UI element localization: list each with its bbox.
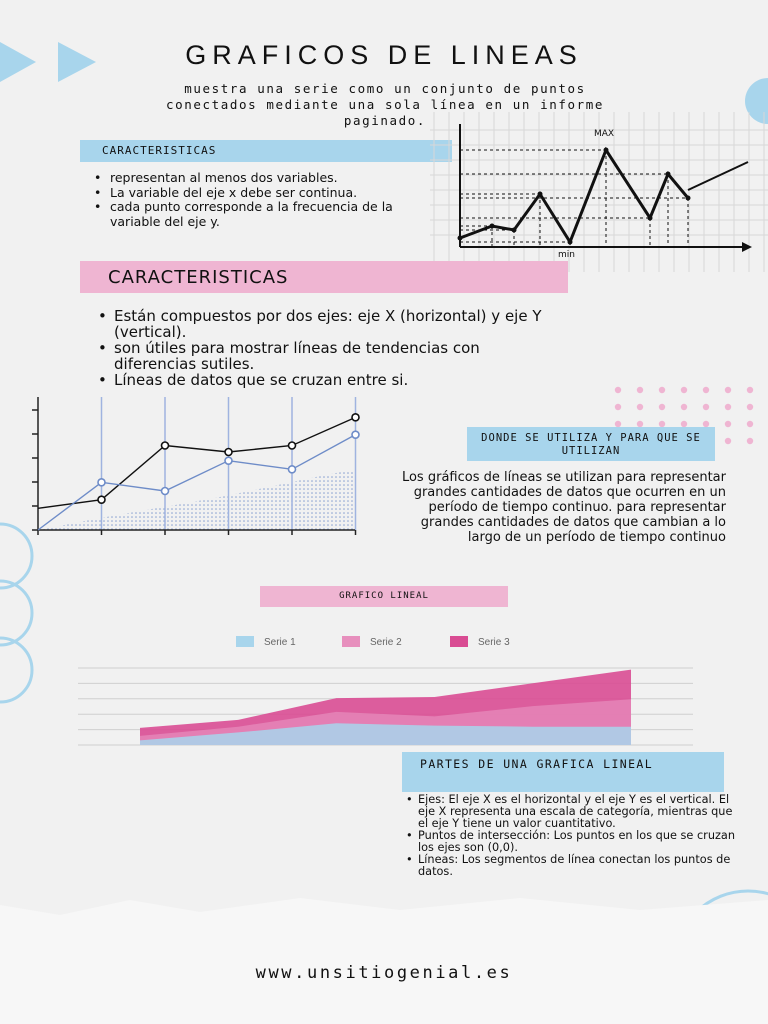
list-item: • representan al menos dos variables. — [92, 171, 442, 186]
grafico-lineal-header — [260, 586, 508, 607]
page-subtitle: muestra una serie como un conjunto de puntos conectados mediante una sola línea en un informe paginado. — [165, 81, 605, 128]
section2-list — [96, 308, 566, 388]
area-chart — [78, 628, 698, 752]
chart-point — [225, 457, 232, 464]
list-item: • Líneas: Los segmentos de línea conectan los puntos de datos. — [404, 854, 744, 878]
sketch-arrow-icon — [742, 242, 752, 252]
donde-text: Los gráficos de líneas se utilizan para representar grandes cantidades de datos que ocurren en un período de tiempo continuo. para representar grandes cantidades de datos que cambian a lo largo de un período de tiempo continuo — [401, 470, 726, 545]
sketch-line-chart — [430, 112, 768, 272]
partes-heading: PARTES DE UNA GRAFICA LINEAL — [420, 757, 654, 771]
chart-point — [225, 449, 232, 456]
partes-header — [402, 752, 724, 792]
legend-swatch — [342, 636, 360, 647]
list-item: • son útiles para mostrar líneas de tendencias con diferencias sutiles. — [96, 340, 566, 372]
donde-heading: DONDE SE UTILIZA Y PARA QUE SE UTILIZAN — [481, 432, 701, 457]
sketch-point — [666, 172, 671, 177]
sketch-point — [538, 192, 543, 197]
grafico-lineal-label: GRAFICO LINEAL — [339, 591, 429, 601]
chart-point — [162, 442, 169, 449]
area-legend — [236, 636, 510, 648]
page-title: GRAFICOS DE LINEAS — [185, 40, 583, 70]
donde-header — [467, 427, 715, 461]
chart-texture-area — [40, 470, 355, 530]
sketch-tail-line — [688, 162, 748, 190]
chart-point — [289, 442, 296, 449]
marker-line-chart — [30, 395, 370, 537]
chart-point — [352, 431, 359, 438]
chart-point — [98, 479, 105, 486]
chart-point — [162, 488, 169, 495]
legend-label: Serie 1 — [264, 637, 296, 648]
section2-header — [80, 261, 568, 293]
sketch-point — [512, 228, 517, 233]
sketch-point — [686, 196, 691, 201]
sketch-max-label: MAX — [594, 129, 615, 139]
legend-label: Serie 2 — [370, 637, 402, 648]
section1-header — [80, 140, 452, 162]
legend-label: Serie 3 — [478, 637, 510, 648]
legend-swatch — [236, 636, 254, 647]
section1-list — [92, 171, 442, 229]
sketch-point — [458, 236, 463, 241]
list-item: • Puntos de intersección: Los puntos en los que se cruzan los ejes son (0,0). — [404, 830, 744, 854]
sketch-point — [604, 148, 609, 153]
list-item: • Están compuestos por dos ejes: eje X (horizontal) y eje Y (vertical). — [96, 308, 566, 340]
chart-point — [352, 414, 359, 421]
sketch-min-label: min — [558, 250, 575, 260]
chart-point — [98, 496, 105, 503]
list-item: • Líneas de datos que se cruzan entre si. — [96, 372, 566, 388]
section1-heading: CARACTERISTICAS — [102, 144, 217, 157]
sketch-point — [648, 216, 653, 221]
rings-left — [0, 524, 32, 702]
chart-point — [289, 466, 296, 473]
footer-url[interactable]: www.unsitiogenial.es — [255, 963, 513, 983]
legend-swatch — [450, 636, 468, 647]
partes-list — [404, 794, 744, 878]
sketch-point — [490, 224, 495, 229]
section2-heading: CARACTERISTICAS — [108, 267, 289, 288]
sketch-point — [568, 240, 573, 245]
list-item: • Ejes: El eje X es el horizontal y el eje Y es el vertical. El eje X representa una escala de categoría, mientras que el eje Y tiene un valor cuantitativo. — [404, 794, 744, 830]
list-item: • La variable del eje x debe ser continua. — [92, 186, 442, 201]
list-item: • cada punto corresponde a la frecuencia de la variable del eje y. — [92, 200, 442, 229]
torn-paper-bottom — [0, 898, 768, 1024]
